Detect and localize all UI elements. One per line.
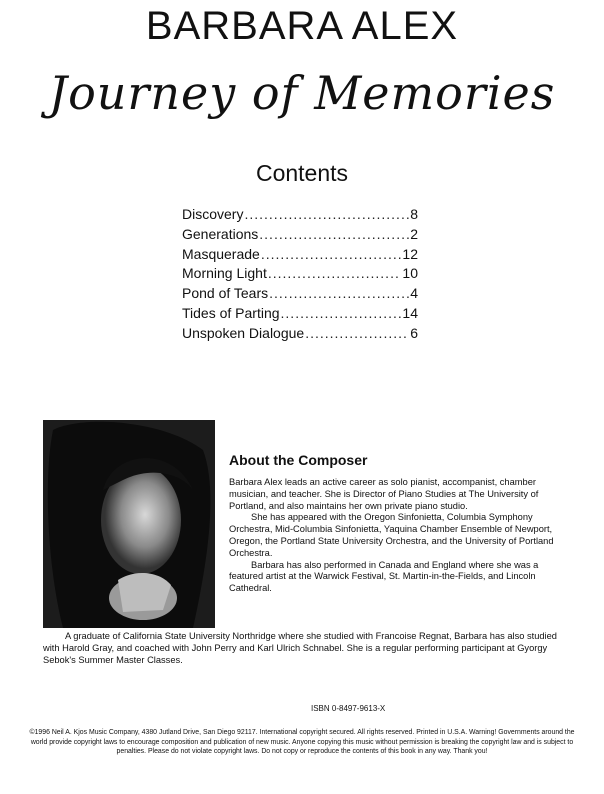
toc-entry-title: Unspoken Dialogue <box>182 324 305 341</box>
bio-paragraph: A graduate of California State University Northridge where she studied with Francoise Regnat, Barbara has also studied with Harold Gray, and coached with John Perry and Karl Ulrich Schnabel. She is a regular performing participant at Gyorgy Sebok's Summer Master Classes. <box>43 631 557 665</box>
toc-entry-page: 4 <box>410 285 418 302</box>
isbn: ISBN 0-8497-9613-X <box>311 704 386 713</box>
copyright-notice: ©1996 Neil A. Kjos Music Company, 4380 Jutland Drive, San Diego 92117. International copyright secured. All rights reserved. Printed in U.S.A. Warning! Governments around the world provide copyright laws to encourage composition and publication of new music. Anyone copying this music without permission is breaking the copyright law and is subject to penalties. Please do not violate copyright laws. Do not copy or reproduce the contents of this book in any way. Thank you! <box>29 729 575 756</box>
toc-entry-page: 14 <box>402 304 418 321</box>
dot-leader <box>305 325 409 341</box>
toc-entry-page: 6 <box>410 324 418 341</box>
toc-entry-tides-of-parting <box>182 305 418 325</box>
toc-entry-page: 8 <box>410 206 418 222</box>
toc-entry-page: 10 <box>402 265 418 282</box>
about-heading: About the Composer <box>229 452 368 468</box>
toc-entry-title: Tides of Parting <box>182 304 280 321</box>
dot-leader <box>261 246 402 262</box>
toc-entry-title: Masquerade <box>182 245 260 262</box>
toc-entry-unspoken-dialogue <box>182 325 418 345</box>
toc-entry-generations <box>182 226 418 246</box>
bio-paragraph: Barbara Alex leads an active career as solo pianist, accompanist, chamber musician, and teacher. She is Director of Piano Studies at The University of Portland, and also maintains her own private piano studio. <box>229 477 539 511</box>
composer-bio-continued <box>43 631 574 666</box>
contents-heading: Contents <box>255 160 349 186</box>
toc-entry-discovery <box>182 206 418 226</box>
toc-entry-masquerade <box>182 246 418 266</box>
dot-leader <box>259 226 409 242</box>
dot-leader <box>244 206 409 222</box>
table-of-contents <box>182 206 418 345</box>
composer-photo <box>43 420 215 628</box>
dot-leader <box>281 305 402 321</box>
toc-entry-pond-of-tears <box>182 285 418 305</box>
toc-entry-page: 2 <box>410 225 418 242</box>
composer-portrait-image <box>43 420 215 628</box>
composer-name: BARBARA ALEX <box>145 4 459 48</box>
book-title: Journey of Memories <box>48 66 556 120</box>
dot-leader <box>269 285 409 301</box>
bio-paragraph: She has appeared with the Oregon Sinfonietta, Columbia Symphony Orchestra, Mid-Columbia Sinfonietta, Yaquina Chamber Ensemble of Newport, Oregon, the Portland State University Orchestra, and the University of Portland Orchestra. <box>229 512 554 558</box>
toc-entry-title: Morning Light <box>182 265 267 282</box>
toc-entry-morning-light <box>182 265 418 285</box>
toc-entry-page: 12 <box>402 245 418 262</box>
toc-entry-title: Generations <box>182 225 259 242</box>
toc-entry-title: Pond of Tears <box>182 285 269 302</box>
dot-leader <box>268 265 402 281</box>
composer-bio <box>229 477 574 595</box>
bio-paragraph: Barbara has also performed in Canada and England where she was a featured artist at the Warwick Festival, St. Martin-in-the-Fields, and Lincoln Cathedral. <box>229 559 539 594</box>
toc-entry-title: Discovery <box>182 206 244 222</box>
